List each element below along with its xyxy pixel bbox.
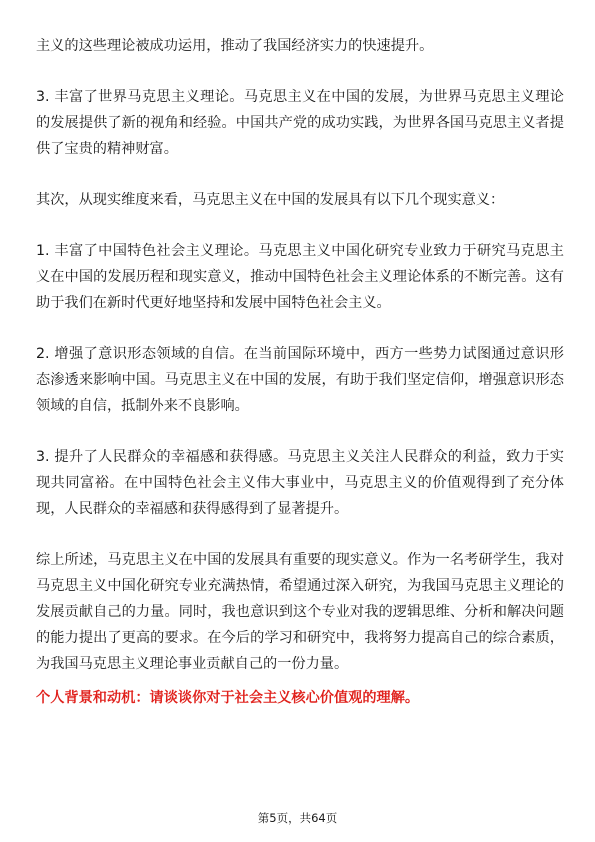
question-heading: 个人背景和动机：请谈谈你对于社会主义核心价值观的理解。 xyxy=(36,690,420,706)
paragraph-point-2-ideology: 2. 增强了意识形态领域的自信。在当前国际环境中，西方一些势力试图通过意识形态渗透来影响中国。马克思主义在中国的发展，有助于我们坚定信仰，增强意识形态领域的自信，抵制外来不良影响。 xyxy=(36,346,564,414)
paragraph-point-3-happiness: 3. 提升了人民群众的幸福感和获得感。马克思主义关注人民群众的利益，致力于实现共同富裕。在中国特色社会主义伟大事业中，马克思主义的价值观得到了充分体现，人民群众的幸福感和获得感得到了显著提升。 xyxy=(36,449,564,517)
paragraph-continuation: 主义的这些理论被成功运用，推动了我国经济实力的快速提升。 xyxy=(36,38,434,54)
paragraph-gap xyxy=(36,162,564,187)
document-body xyxy=(36,33,564,711)
paragraph-gap xyxy=(36,213,564,238)
paragraph-gap xyxy=(36,419,564,444)
paragraph-gap xyxy=(36,59,564,84)
page-number-footer: 第5页，共64页 xyxy=(257,811,338,825)
paragraph-practical-intro: 其次，从现实维度来看，马克思主义在中国的发展具有以下几个现实意义： xyxy=(36,192,505,208)
paragraph-gap xyxy=(36,316,564,341)
paragraph-point-3-world-theory: 3. 丰富了世界马克思主义理论。马克思主义在中国的发展，为世界马克思主义理论的发展提供了新的视角和经验。中国共产党的成功实践，为世界各国马克思主义者提供了宝贵的精神财富。 xyxy=(36,89,564,157)
paragraph-conclusion: 综上所述，马克思主义在中国的发展具有重要的现实意义。作为一名考研学生，我对马克思主义中国化研究专业充满热情，希望通过深入研究，为我国马克思主义理论的发展贡献自己的力量。同时，我也意识到这个专业对我的逻辑思维、分析和解决问题的能力提出了更高的要求。在今后的学习和研究中，我将努力提高自己的综合素质，为我国马克思主义理论事业贡献自己的一份力量。 xyxy=(36,552,564,672)
paragraph-gap xyxy=(36,677,564,685)
paragraph-gap xyxy=(36,522,564,547)
paragraph-point-1-socialism-theory: 1. 丰富了中国特色社会主义理论。马克思主义中国化研究专业致力于研究马克思主义在中国的发展历程和现实意义，推动中国特色社会主义理论体系的不断完善。这有助于我们在新时代更好地坚持和发展中国特色社会主义。 xyxy=(36,243,564,311)
